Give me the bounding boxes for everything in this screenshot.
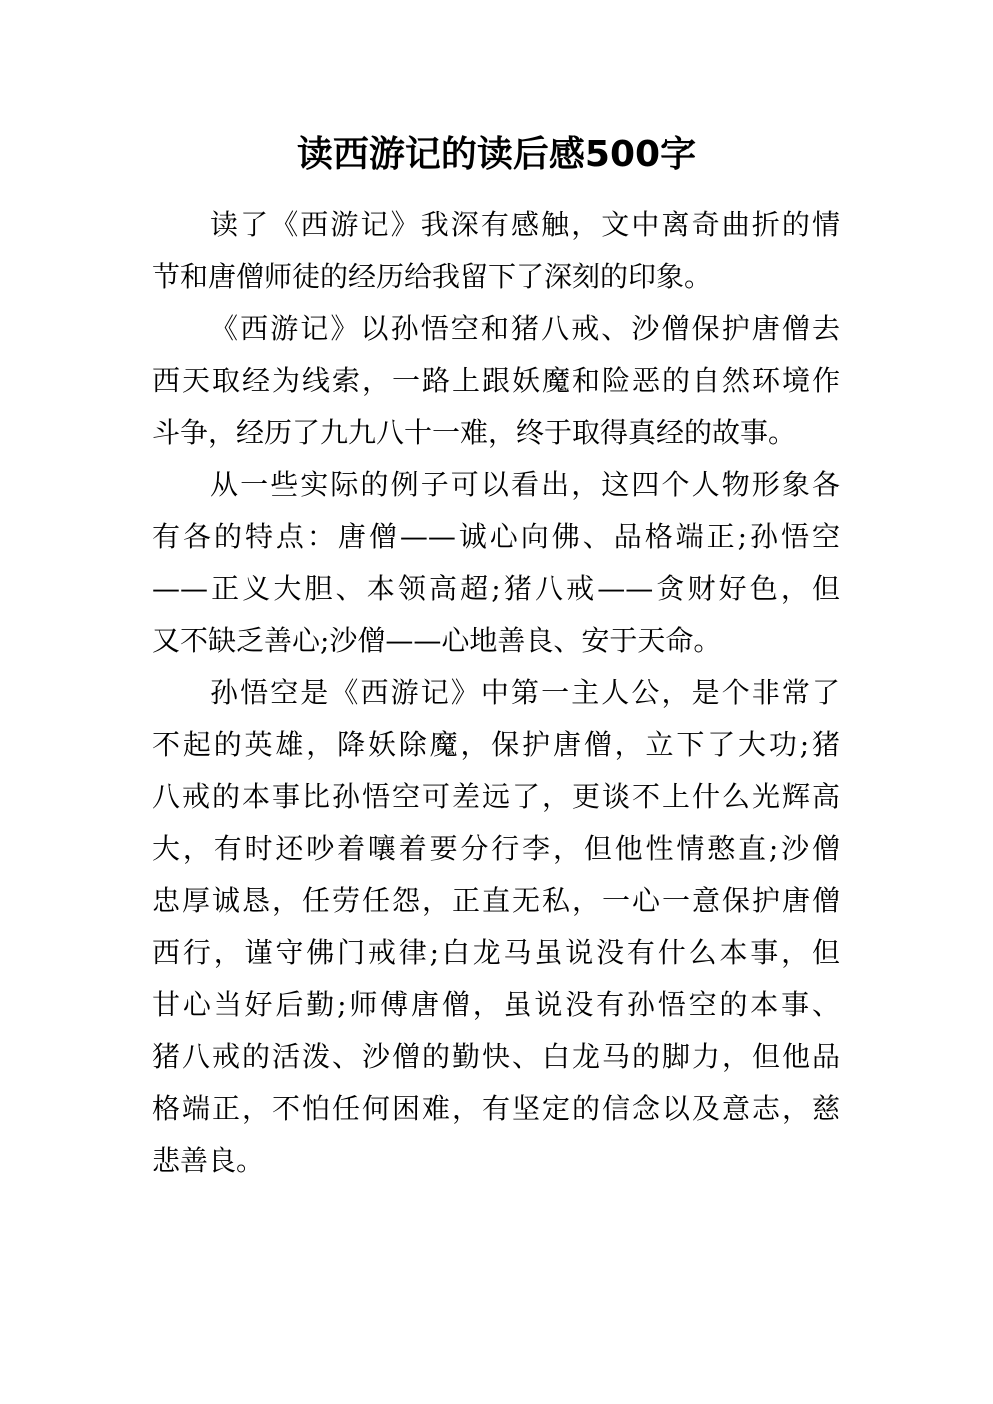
paragraph-line: 悲善良。 [152, 1144, 265, 1177]
paragraph [152, 303, 840, 459]
paragraph-line: 读了《西游记》我深有感触，文中离奇曲折的情 [210, 208, 840, 241]
paragraph [152, 459, 840, 667]
paragraph-line: 又不缺乏善心;沙僧——心地善良、安于天命。 [152, 624, 722, 657]
paragraph-line: 甘心当好后勤;师傅唐僧，虽说没有孙悟空的本事、 [152, 988, 840, 1021]
paragraph [152, 199, 840, 303]
paragraph [152, 667, 840, 1187]
paragraph-line: 从一些实际的例子可以看出，这四个人物形象各 [210, 468, 840, 501]
paragraph-line: ——正义大胆、本领高超;猪八戒——贪财好色，但 [152, 572, 840, 605]
paragraph-line: 猪八戒的活泼、沙僧的勤快、白龙马的脚力，但他品 [152, 1040, 840, 1073]
paragraph-line: 西行，谨守佛门戒律;白龙马虽说没有什么本事，但 [152, 936, 840, 969]
paragraph-line: 格端正，不怕任何困难，有坚定的信念以及意志，慈 [152, 1092, 840, 1125]
paragraph-line: 《西游记》以孙悟空和猪八戒、沙僧保护唐僧去 [210, 312, 840, 345]
paragraph-line: 八戒的本事比孙悟空可差远了，更谈不上什么光辉高 [152, 780, 840, 813]
paragraph-line: 斗争，经历了九九八十一难，终于取得真经的故事。 [152, 416, 797, 449]
paragraph-line: 忠厚诚恳，任劳任怨，正直无私，一心一意保护唐僧 [152, 884, 840, 917]
document-title: 读西游记的读后感500字 [296, 134, 697, 175]
paragraph-line: 孙悟空是《西游记》中第一主人公，是个非常了 [210, 676, 840, 709]
paragraph-line: 有各的特点：唐僧——诚心向佛、品格端正;孙悟空 [152, 520, 840, 553]
paragraph-line: 大，有时还吵着嚷着要分行李，但他性情憨直;沙僧 [152, 832, 840, 865]
paragraph-line: 西天取经为线索，一路上跟妖魔和险恶的自然环境作 [152, 364, 840, 397]
document-body [152, 199, 840, 1187]
paragraph-line: 不起的英雄，降妖除魔，保护唐僧，立下了大功;猪 [152, 728, 840, 761]
paragraph-line: 节和唐僧师徒的经历给我留下了深刻的印象。 [152, 260, 713, 293]
